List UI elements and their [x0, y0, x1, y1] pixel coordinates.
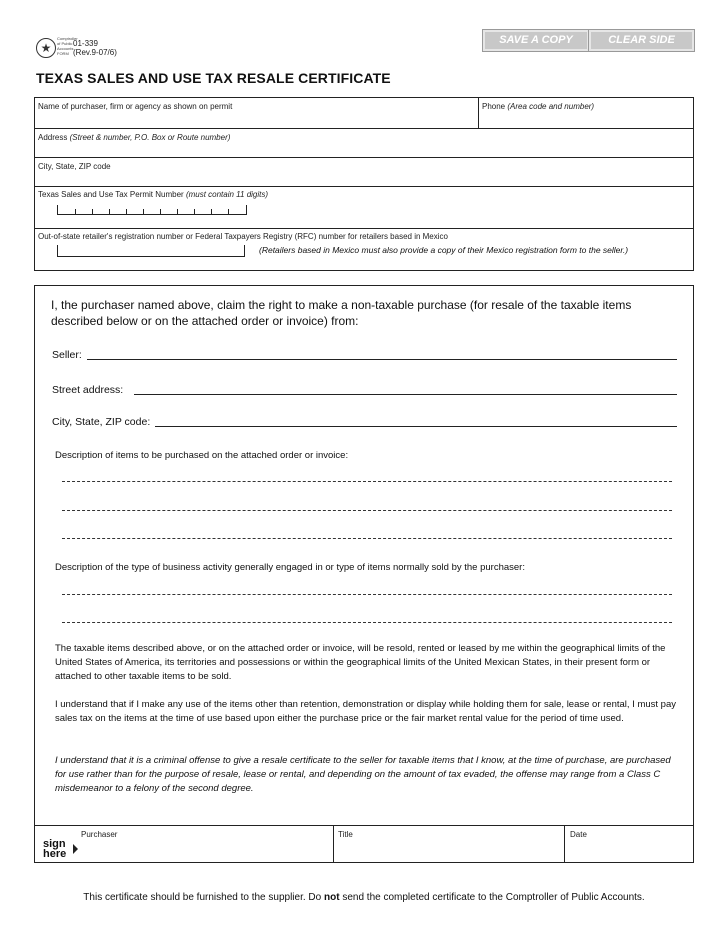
purchaser-signature-field[interactable] — [79, 826, 331, 863]
footer-emphasis: not — [324, 892, 340, 903]
purchaser-signature-label: Purchaser — [81, 830, 118, 839]
digit-divider — [160, 209, 161, 214]
seller-city-state-zip-label: City, State, ZIP code: — [52, 416, 151, 428]
column-divider — [478, 98, 479, 128]
digit-divider — [228, 209, 229, 214]
column-divider — [333, 826, 334, 863]
items-description-label: Description of items to be purchased on the attached order or invoice: — [55, 450, 349, 461]
agency-line: Accounts — [57, 46, 74, 51]
digit-divider — [177, 209, 178, 214]
purchaser-name-label: Name of purchaser, firm or agency as shown on permit — [38, 102, 233, 111]
permit-number-input[interactable] — [57, 205, 247, 215]
street-address-input[interactable] — [134, 394, 677, 395]
seller-input[interactable] — [87, 359, 677, 360]
seller-label: Seller: — [52, 349, 82, 361]
use-statement: I understand that if I make any use of the items other than retention, demonstration or display while holding them for sale, lease or rental, I must pay sales tax on the items at the time of use based upon either the purchase price or the fair market rental value for the period of time used. — [55, 699, 677, 724]
criminal-offense-statement: I understand that it is a criminal offense to give a resale certificate to the seller for taxable items that I know, at the time of purchase, are purchased for use rather than for the purpose of resale, lease or rental, and depending on the amount of tax evaded, the offense may range from a Class C misdemeanor to a felony of the second degree. — [55, 755, 671, 794]
footer-text: This certificate should be furnished to the supplier. Do — [83, 892, 324, 903]
agency-line: Comptroller — [57, 36, 78, 41]
form-number-text: 01-339 — [73, 39, 98, 48]
address-label-text: Address — [38, 133, 68, 142]
phone-label[interactable] — [482, 102, 594, 111]
address-hint: (Street & number, P.O. Box or Route number) — [69, 133, 231, 142]
claim-statement: I, the purchaser named above, claim the right to make a non-taxable purchase (for resale of the taxable items described below or on the attached order or invoice) from: — [51, 298, 632, 328]
street-address-label: Street address: — [52, 384, 124, 396]
phone-label-text: Phone — [482, 102, 506, 111]
digit-divider — [109, 209, 110, 214]
permit-hint: (must contain 11 digits) — [185, 190, 269, 199]
digit-divider — [143, 209, 144, 214]
sign-here-text: here — [43, 848, 67, 860]
agency-line: of Public — [57, 41, 73, 46]
digit-divider — [211, 209, 212, 214]
footer-note — [0, 892, 728, 903]
digit-divider — [75, 209, 76, 214]
form-revision: (Rev.9-07/6) — [73, 48, 117, 57]
address-label — [38, 133, 230, 142]
form-title: TEXAS SALES AND USE TAX RESALE CERTIFICATE — [36, 70, 391, 86]
city-state-zip-label: City, State, ZIP code — [38, 162, 111, 171]
clear-side-button[interactable]: CLEAR SIDE — [588, 29, 695, 52]
sign-here-text: sign — [43, 838, 66, 850]
rfc-number-row — [35, 228, 693, 271]
rfc-number-input[interactable] — [57, 245, 245, 257]
phone-hint: (Area code and number) — [507, 102, 595, 111]
mexico-registration-note: (Retailers based in Mexico must also provide a copy of their Mexico registration form to the seller.) — [259, 245, 629, 255]
digit-divider — [92, 209, 93, 214]
permit-number-row — [35, 186, 693, 228]
date-label: Date — [570, 830, 587, 839]
digit-divider — [126, 209, 127, 214]
agency-label — [57, 36, 78, 56]
permit-number-label — [38, 190, 268, 199]
purchaser-name-row[interactable] — [35, 98, 693, 128]
permit-label-text: Texas Sales and Use Tax Permit Number — [38, 190, 184, 199]
digit-divider — [194, 209, 195, 214]
sign-here-marker — [43, 839, 66, 859]
agency-line: FORM — [57, 51, 69, 56]
signature-row — [35, 825, 693, 864]
items-description-line[interactable] — [62, 481, 672, 482]
business-activity-line[interactable] — [62, 622, 672, 623]
city-state-zip-row[interactable] — [35, 157, 693, 186]
resale-claim-box — [34, 285, 694, 863]
date-field[interactable] — [566, 826, 692, 863]
items-description-line[interactable] — [62, 510, 672, 511]
sign-here-arrow-icon — [73, 844, 78, 854]
title-label: Title — [338, 830, 353, 839]
column-divider — [564, 826, 565, 863]
business-activity-line[interactable] — [62, 594, 672, 595]
rfc-number-label: Out-of-state retailer's registration number or Federal Taxpayers Registry (RFC) number for retailers based in Mexico — [38, 232, 448, 241]
title-field[interactable] — [335, 826, 563, 863]
footer-text: send the completed certificate to the Comptroller of Public Accounts. — [339, 892, 645, 903]
business-activity-label: Description of the type of business activity generally engaged in or type of items normally sold by the purchaser: — [55, 562, 525, 573]
address-row[interactable] — [35, 128, 693, 157]
items-description-line[interactable] — [62, 538, 672, 539]
purchaser-info-table — [34, 97, 694, 271]
texas-star-seal-icon: ★ — [36, 38, 56, 58]
save-copy-button[interactable]: SAVE A COPY — [482, 29, 590, 52]
resale-statement: The taxable items described above, or on the attached order or invoice, will be resold, rented or leased by me within the geographical limits of the United States of America, its territories and possessions or within the geographical limits of the United Mexican States, in their present form or attached to other taxable items to be sold. — [55, 643, 666, 682]
seller-city-state-zip-input[interactable] — [155, 426, 677, 427]
form-number — [73, 39, 117, 57]
